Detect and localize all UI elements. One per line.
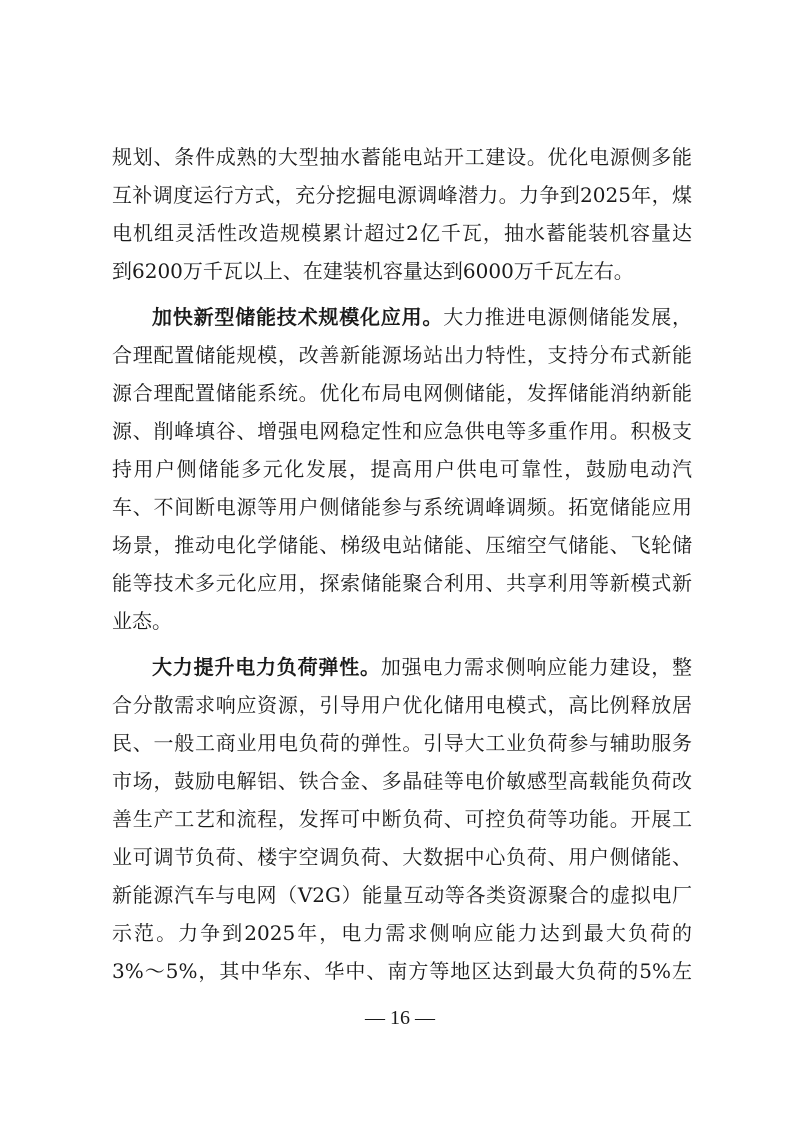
text-line: 合理配置储能规模，改善新能源场站出力特性，支持分布式新能 [112, 343, 692, 367]
text-line: 能等技术多元化应用，探索储能聚合利用、共享利用等新模式新 [112, 571, 692, 595]
document-body [112, 138, 692, 990]
paragraph-3 [112, 648, 692, 990]
page-number: — 16 — [365, 1007, 435, 1029]
text-line: 3%～5%，其中华东、华中、南方等地区达到最大负荷的5%左 [112, 959, 692, 983]
text-line: 示范。力争到2025年，电力需求侧响应能力达到最大负荷的 [112, 921, 692, 945]
text-line: 规划、条件成熟的大型抽水蓄能电站开工建设。优化电源侧多能 [112, 145, 692, 169]
paragraph-gap [112, 640, 692, 648]
text-line: 民、一般工商业用电负荷的弹性。引导大工业负荷参与辅助服务 [112, 731, 692, 755]
paragraph-lead-heading: 大力提升电力负荷弹性。 [152, 655, 381, 679]
text-line: 业态。 [112, 609, 172, 633]
text-line [112, 648, 692, 686]
text-line: 持用户侧储能多元化发展，提高用户供电可靠性，鼓励电动汽 [112, 457, 692, 481]
text-line: 善生产工艺和流程，发挥可中断负荷、可控负荷等功能。开展工 [112, 807, 692, 831]
text-run: 大力推进电源侧储能发展， [443, 305, 693, 329]
text-line: 场景，推动电化学储能、梯级电站储能、压缩空气储能、飞轮储 [112, 533, 692, 557]
text-line: 互补调度运行方式，充分挖掘电源调峰潜力。力争到2025年，煤 [112, 183, 692, 207]
text-line: 电机组灵活性改造规模累计超过2亿千瓦，抽水蓄能装机容量达 [112, 221, 692, 245]
text-run: 加强电力需求侧响应能力建设，整 [380, 655, 693, 679]
text-line: 业可调节负荷、楼宇空调负荷、大数据中心负荷、用户侧储能、 [112, 845, 692, 869]
paragraph-gap [112, 290, 692, 298]
text-line: 市场，鼓励电解铝、铁合金、多晶硅等电价敏感型高载能负荷改 [112, 769, 692, 793]
text-line: 新能源汽车与电网（V2G）能量互动等各类资源聚合的虚拟电厂 [112, 883, 692, 907]
paragraph-1 [112, 138, 692, 290]
text-line: 到6200万千瓦以上、在建装机容量达到6000万千瓦左右。 [112, 259, 634, 283]
paragraph-2 [112, 298, 692, 640]
text-line: 车、不间断电源等用户侧储能参与系统调峰调频。拓宽储能应用 [112, 495, 692, 519]
text-line: 源合理配置储能系统。优化布局电网侧储能，发挥储能消纳新能 [112, 381, 692, 405]
text-line: 合分散需求响应资源，引导用户优化储用电模式，高比例释放居 [112, 693, 692, 717]
text-line: 源、削峰填谷、增强电网稳定性和应急供电等多重作用。积极支 [112, 419, 692, 443]
paragraph-lead-heading: 加快新型储能技术规模化应用。 [152, 305, 444, 329]
text-line [112, 298, 692, 336]
